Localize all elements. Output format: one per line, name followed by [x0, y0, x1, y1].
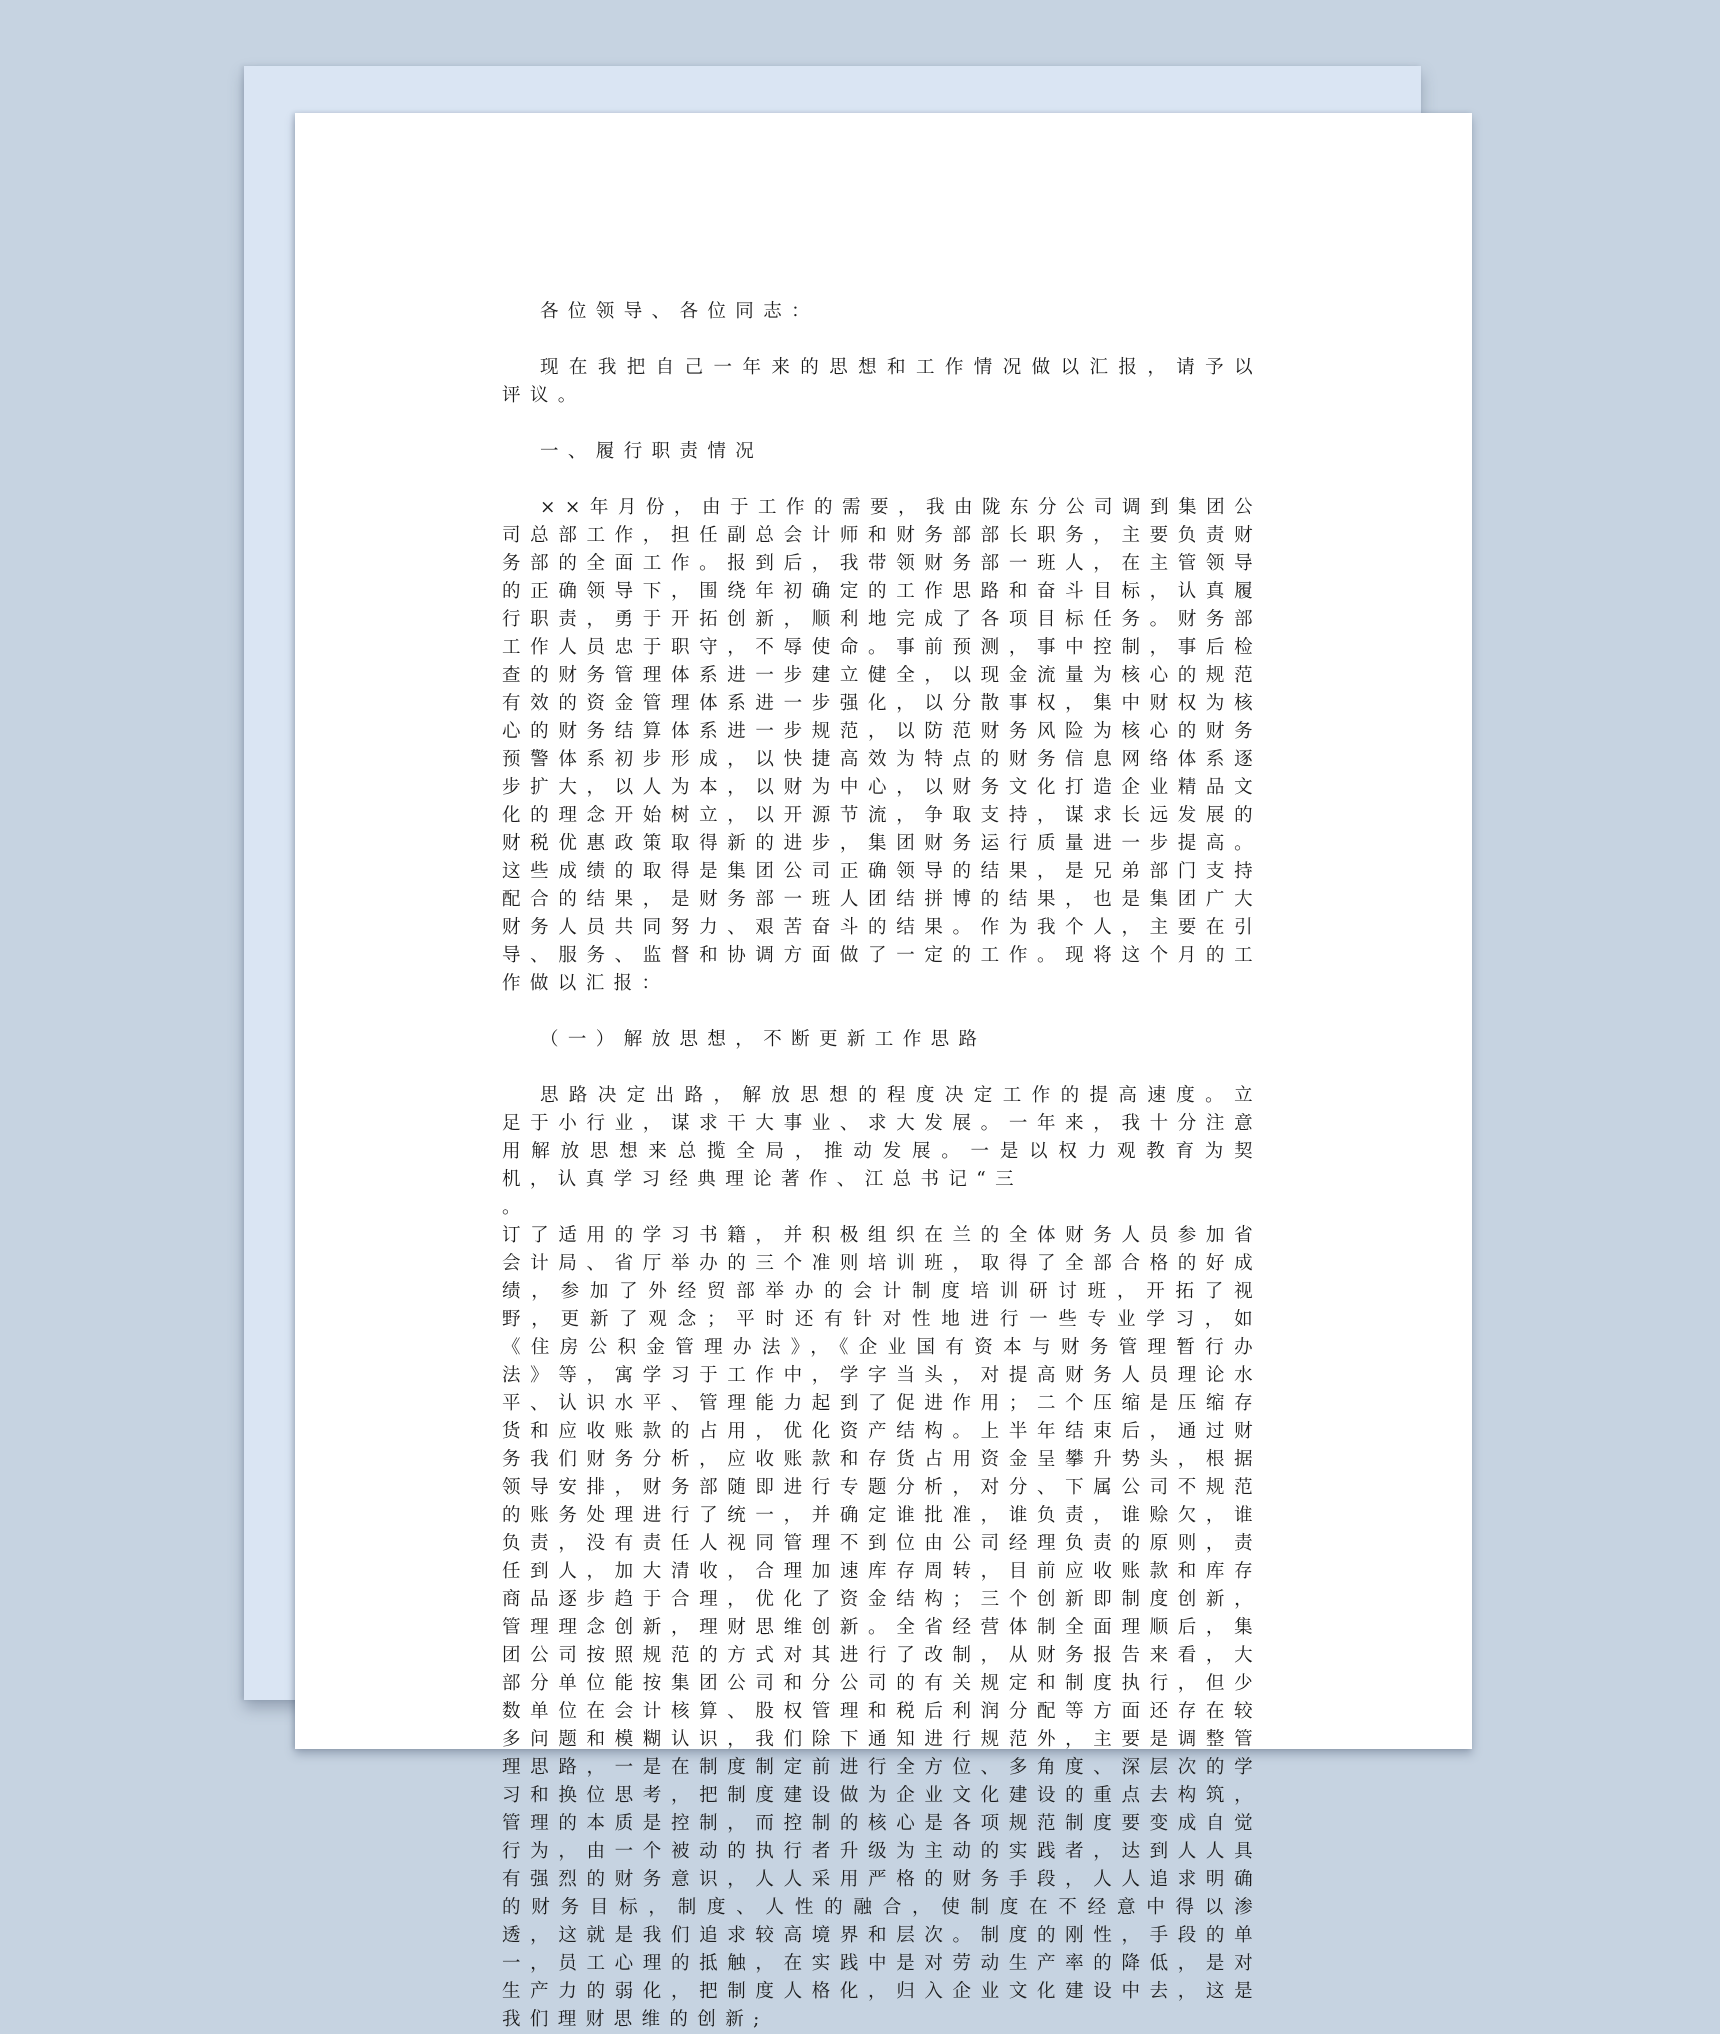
paragraph-spacer — [502, 1054, 1262, 1082]
paragraph-spacer — [502, 410, 1262, 438]
body-paragraph: 订了适用的学习书籍，并积极组织在兰的全体财务人员参加省会计局、省厅举办的三个准则培训班，取得了全部合格的好成绩，参加了外经贸部举办的会计制度培训研讨班，开拓了视野，更新了观念；平时还有针对性地进行一些专业学习，如《住房公积金管理办法》，《企业国有资本与财务管理暂行办法》等，寓学习于工作中，学字当头，对提高财务人员理论水平、认识水平、管理能力起到了促进作用；二个压缩是压缩存货和应收账款的占用，优化资产结构。上半年结束后，通过财务我们财务分析，应收账款和存货占用资金呈攀升势头，根据领导安排，财务部随即进行专题分析，对分、下属公司不规范的账务处理进行了统一，并确定谁批准，谁负责，谁赊欠，谁负责，没有责任人视同管理不到位由公司经理负责的原则，责任到人，加大清收，合理加速库存周转，目前应收账款和库存商品逐步趋于合理，优化了资金结构；三个创新即制度创新，管理理念创新，理财思维创新。全省经营体制全面理顺后，集团公司按照规范的方式对其进行了改制，从财务报告来看，大部分单位能按集团公司和分公司的有关规定和制度执行，但少数单位在会计核算、股权管理和税后利润分配等方面还存在较多问题和模糊认识，我们除下通知进行规范外，主要是调整管理思路，一是在制度制定前进行全方位、多角度、深层次的学习和换位思考，把制度建设做为企业文化建设的重点去构筑，管理的本质是控制，而控制的核心是各项规范制度要变成自觉行为，由一个被动的执行者升级为主动的实践者，达到人人具有强烈的财务意识，人人采用严格的财务手段，人人追求明确的财务目标，制度、人性的融合，使制度在不经意中得以渗透，这就是我们追求较高境界和层次。制度的刚性，手段的单一，员工心理的抵触，在实践中是对劳动生产率的降低，是对生产力的弱化，把制度人格化，归入企业文化建设中去，这是我们理财思维的创新; — [502, 1225, 1262, 2030]
paragraph-spacer — [502, 998, 1262, 1026]
salutation: 各位领导、各位同志： — [540, 301, 820, 322]
paragraph-spacer — [502, 326, 1262, 354]
section-heading: 一、履行职责情况 — [540, 441, 764, 462]
document-body — [502, 298, 1262, 2034]
body-paragraph: 思路决定出路，解放思想的程度决定工作的提高速度。立足于小行业，谋求干大事业、求大发展。一年来，我十分注意用解放思想来总揽全局，推动发展。一是以权力观教育为契机，认真学习经典理论著作、江总书记“三 — [502, 1085, 1262, 1190]
intro-paragraph: 现在我把自己一年来的思想和工作情况做以汇报，请予以评议。 — [502, 357, 1262, 406]
document-page — [295, 113, 1472, 2030]
body-paragraph: ××年月份，由于工作的需要，我由陇东分公司调到集团公司总部工作，担任副总会计师和财务部部长职务，主要负责财务部的全面工作。报到后，我带领财务部一班人，在主管领导的正确领导下，围绕年初确定的工作思路和奋斗目标，认真履行职责，勇于开拓创新，顺利地完成了各项目标任务。财务部工作人员忠于职守，不辱使命。事前预测，事中控制，事后检查的财务管理体系进一步建立健全，以现金流量为核心的规范有效的资金管理体系进一步强化，以分散事权，集中财权为核心的财务结算体系进一步规范，以防范财务风险为核心的财务预警体系初步形成，以快捷高效为特点的财务信息网络体系逐步扩大，以人为本，以财为中心，以财务文化打造企业精品文化的理念开始树立，以开源节流，争取支持，谋求长远发展的财税优惠政策取得新的进步，集团财务运行质量进一步提高。这些成绩的取得是集团公司正确领导的结果，是兄弟部门支持配合的结果，是财务部一班人团结拼博的结果，也是集团广大财务人员共同努力、艰苦奋斗的结果。作为我个人，主要在引导、服务、监督和协调方面做了一定的工作。现将这个月的工作做以汇报： — [502, 497, 1262, 994]
paragraph-spacer — [502, 466, 1262, 494]
stray-period-line: 。 — [502, 1197, 530, 1218]
subsection-heading: （一）解放思想，不断更新工作思路 — [540, 1029, 987, 1050]
